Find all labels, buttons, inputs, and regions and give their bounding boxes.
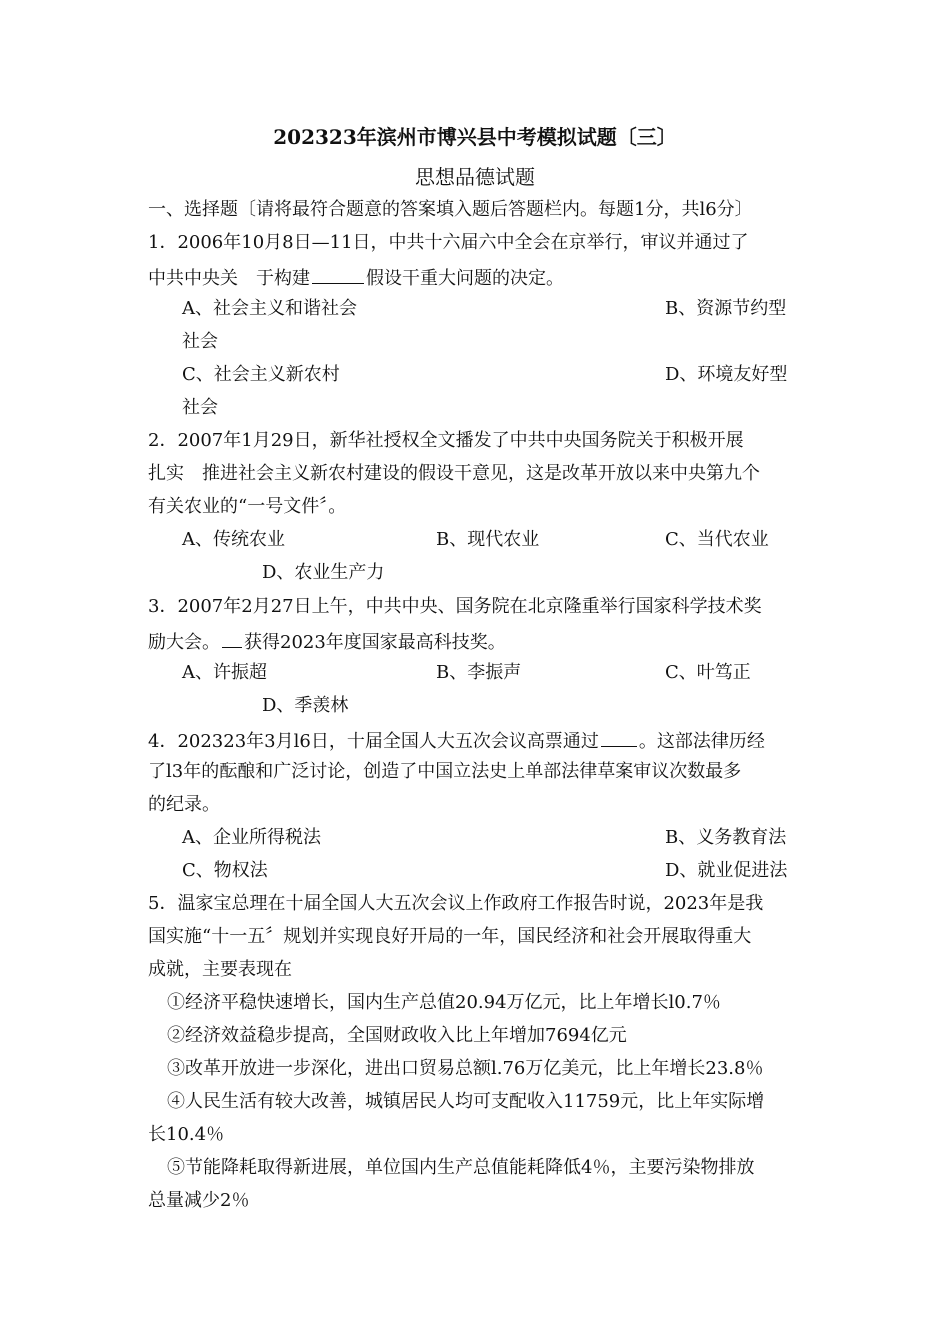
q4-stem-text-a: 4．202323年3月l6日，十届全国人大五次会议高票通过 [148,731,599,752]
q2-option-b: B、现代农业 [436,529,540,550]
q2-option-d: D、农业生产力 [262,562,385,583]
section-heading: 一、选择题〔请将最符合题意的答案填入题后答题栏内。每题1分，共l6分〕 [148,199,753,220]
q4-stem-line3: 的纪录。 [148,794,220,815]
q1-option-b-cont: 社会 [182,331,218,352]
q1-stem-text-b: 假设干重大问题的决定。 [366,268,564,289]
q3-stem-line2 [148,629,506,654]
q3-stem-line1: 3．2007年2月27日上午，中共中央、国务院在北京隆重举行国家科学技术奖 [148,596,762,617]
q2-option-a: A、传统农业 [182,529,285,550]
q5-stem-line1: 5．温家宝总理在十届全国人大五次会议上作政府工作报告时说，2023年是我 [148,893,764,914]
q4-stem-line2: 了l3年的酝酿和广泛讨论，创造了中国立法史上单部法律草案审议次数最多 [148,761,742,782]
q3-option-c: C、叶笃正 [665,662,751,683]
q3-answer-blank [222,629,242,648]
q5-stem-line3: 成就，主要表现在 [148,959,292,980]
q4-option-d: D、就业促进法 [665,860,788,881]
q5-item-5-cont: 总量减少2％ [148,1190,250,1211]
q5-item-4: ④人民生活有较大改善，城镇居民人均可支配收入11759元，比上年实际增 [167,1091,765,1112]
page-subtitle: 思想品德试题 [415,165,535,189]
q5-item-5: ⑤节能降耗取得新进展，单位国内生产总值能耗降低4％，主要污染物排放 [167,1157,755,1178]
page-title: 202323年滨州市博兴县中考模拟试题〔三〕 [273,125,677,149]
q3-stem-text-b: 获得2023年度国家最高科技奖。 [244,632,506,653]
q1-stem-text-a: 中共中央关 于构建 [148,268,310,289]
q2-stem-line3: 有关农业的“一号文件〞。 [148,496,347,517]
q2-stem-line1: 2．2007年1月29日，新华社授权全文播发了中共中央国务院关于积极开展 [148,430,744,451]
q3-stem-text-a: 励大会。 [148,632,220,653]
q1-option-d-cont: 社会 [182,397,218,418]
q1-stem-line1: 1．2006年10月8日—11日，中共十六届六中全会在京举行，审议并通过了 [148,232,749,253]
q5-item-2: ②经济效益稳步提高，全国财政收入比上年增加7694亿元 [167,1025,627,1046]
q1-stem-line2 [148,265,564,290]
q4-stem-line1 [148,728,765,753]
q5-item-4-cont: 长10.4％ [148,1124,225,1145]
q5-item-1: ①经济平稳快速增长，国内生产总值20.94万亿元，比上年增长l0.7％ [167,992,721,1013]
q2-stem-line2: 扎实 推进社会主义新农村建设的假设干意见，这是改革开放以来中央第九个 [148,463,760,484]
q4-option-a: A、企业所得税法 [182,827,321,848]
q1-option-d: D、环境友好型 [665,364,788,385]
q1-option-c: C、社会主义新农村 [182,364,340,385]
q3-option-a: A、许振超 [182,662,267,683]
q2-option-c: C、当代农业 [665,529,769,550]
q5-stem-line2: 国实施“十一五〞规划并实现良好开局的一年，国民经济和社会开展取得重大 [148,926,752,947]
q3-option-b: B、李振声 [436,662,522,683]
q3-option-d: D、季羡林 [262,695,349,716]
q1-option-b: B、资源节约型 [665,298,787,319]
q4-option-c: C、物权法 [182,860,268,881]
q5-item-3: ③改革开放进一步深化，进出口贸易总额l.76万亿美元，比上年增长23.8％ [167,1058,764,1079]
q1-answer-blank [312,265,364,284]
q4-answer-blank [601,728,637,747]
q4-option-b: B、义务教育法 [665,827,787,848]
q4-stem-text-b: 。这部法律历经 [638,731,765,752]
q1-option-a: A、社会主义和谐社会 [182,298,357,319]
